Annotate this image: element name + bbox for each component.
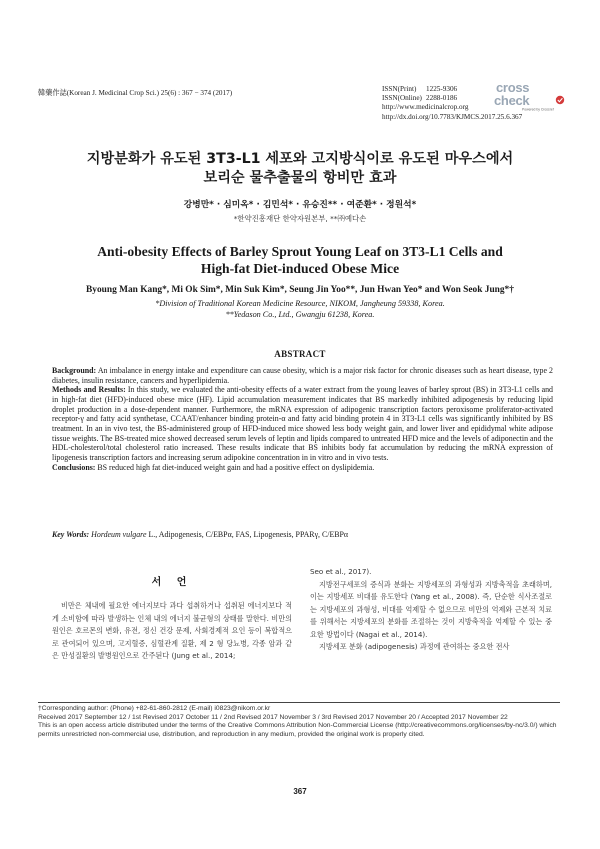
received-dates: Received 2017 September 12 / 1st Revised 2017 October 11 / 2nd Revised 2017 November 3 / 3rd Revised 2017 November 20 / Accepted 2017 November 22 xyxy=(38,713,508,721)
abstract-heading: ABSTRACT xyxy=(274,349,326,359)
affiliation-line2: **Yedason Co., Ltd., Gwangju 61238, Korea. xyxy=(225,309,375,319)
issn-print-value: 1225-9306 xyxy=(426,85,458,93)
abstract-conclusions xyxy=(52,463,553,473)
journal-citation: 韓藥作誌(Korean J. Medicinal Crop Sci.) 25(6) : 367 − 374 (2017) xyxy=(38,89,233,97)
conclusions-label: Conclusions: xyxy=(52,462,96,472)
keywords-list: L., Adipogenesis, C/EBPα, FAS, Lipogenesis, PPARγ, C/EBPα xyxy=(146,530,349,539)
keywords xyxy=(52,530,553,540)
svg-text:check: check xyxy=(494,93,530,108)
page-number: 367 xyxy=(293,787,307,796)
issn-online-value: 2288-0186 xyxy=(426,94,458,103)
korean-title xyxy=(40,150,560,188)
right-column-text xyxy=(310,566,552,654)
footnote-divider xyxy=(38,702,560,703)
license-text: This is an open access article distributed under the terms of the Creative Commons Attribution Non-Commercial License (http://creativecommons.org/licenses/by-nc/3.0/) which permits unrestricted non-commercial use, distribution, and reproduction in any medium, provided the original work is properly cited. xyxy=(38,722,557,738)
abstract-background xyxy=(52,366,553,385)
body-right-column xyxy=(310,566,552,654)
korean-affiliation: *한약진흥재단 한약자원본부, **㈜예다손 xyxy=(233,214,367,223)
keyword-species: Hordeum vulgare xyxy=(91,530,147,539)
doi-link[interactable]: http://dx.doi.org/10.7783/KJMCS.2017.25.6.367 xyxy=(382,112,523,121)
svg-text:cross: cross xyxy=(496,80,530,95)
corresponding-author: †Corresponding author: (Phone) +82-61-860-2812 (E-mail) i0823@nikom.or.kr xyxy=(38,705,271,712)
abstract-body xyxy=(52,366,553,472)
keywords-label: Key Words: xyxy=(52,530,90,539)
right-paragraph-2: 지방세포 분화 (adipogenesis) 과정에 관여하는 중요한 전사 xyxy=(319,642,510,651)
english-title-line1: Anti-obesity Effects of Barley Sprout Young Leaf on 3T3-L1 Cells and xyxy=(97,244,503,259)
left-column-text xyxy=(52,600,292,663)
methods-label: Methods and Results: xyxy=(52,385,126,395)
korean-title-line1: 지방분화가 유도된 3T3-L1 세포와 고지방식이로 유도된 마우스에서 xyxy=(86,151,514,167)
intro-paragraph: 비만은 체내에 필요한 에너지보다 과다 섭취하거나 섭취된 에너지보다 적게 소비함에 따라 발생하는 인체 내의 에너지 불균형의 상태를 말한다. 비만의 원인은 호르몬의 변화, 유전, 정신 건강 문제, 사회경제적 요인 등이 복합적으로 관여되어 있으며, 고지혈증, 심혈관계 질환, 제 2 형 당뇨병, 각종 암과 같은 만성질환의 발병원인으로 간주된다 (Jung et al., 2014; xyxy=(52,601,292,660)
section-title-introduction: 서 언 xyxy=(151,577,193,588)
english-authors: Byoung Man Kang*, Mi Ok Sim*, Min Suk Kim*, Seung Jin Yoo**, Jun Hwan Yeo* and Won Seok Jung*† xyxy=(86,285,514,295)
background-label: Background: xyxy=(52,366,97,375)
body-left-column xyxy=(52,573,292,663)
background-text: An imbalance in energy intake and expenditure can cause obesity, which is a major risk factor for chronic diseases such as heart disease, type 2 diabetes, insulin resistance, cancers and hyperlipidemia. xyxy=(52,366,553,385)
english-title-line2: High-fat Diet-induced Obese Mice xyxy=(200,261,400,276)
affiliation-line1: *Division of Traditional Korean Medicine Resource, NIKOM, Jangheung 59338, Korea. xyxy=(155,299,445,308)
english-affiliation xyxy=(40,299,560,320)
svg-text:Powered by Crossref: Powered by Crossref xyxy=(522,107,554,112)
english-title xyxy=(40,243,560,277)
korean-authors: 강병만* · 심미옥* · 김민석* · 유승진** · 여준환* · 정원석* xyxy=(183,200,417,210)
issn-online-label: ISSN(Online) xyxy=(382,94,422,103)
journal-url[interactable]: http://www.medicinalcrop.org xyxy=(382,103,469,112)
crossmark-logo[interactable] xyxy=(492,80,568,112)
issn-print-label: ISSN(Print) xyxy=(382,85,417,93)
right-paragraph-1: 지방전구세포의 증식과 분화는 지방세포의 과형성과 지방축적을 초래하며, 이는 지방세포 비대를 유도한다 (Yang et al., 2008). 즉, 단순한 식사조절로는 지방세포의 과형성, 비대를 억제할 수 없으므로 비만의 억제와 근본적 치료를 위해서는 지방세포의 분화를 조절하는 것이 지방축적을 억제할 수 있는 중요한 방법이다 (Nagai et al., 2014). xyxy=(310,579,552,639)
korean-title-line2: 보리순 물추출물의 항비만 효과 xyxy=(203,170,397,186)
methods-text: In this study, we evaluated the anti-obesity effects of a water extract from the young leaves of barley sprout (BS) in 3T3-L1 cells and in high-fat diet (HFD)-induced obese mice (HF). Lipid accumulation measurement indicates that BS markedly inhibited adipogenesis by reducing lipid droplet production in a dose-dependent manner. Furthermore, the mRNA expression of adipogenic transcription factors peroxisome proliferator-activated receptor-γ and fatty acid synthetase, CCAAT/enhancer binding protein-α and fatty acid binding protein 4 in 3T3-L1 cells was significantly inhibited by BS treatment. In an in vivo test, the BS-administered group of HFD-induced mice showed less body weight gain, and lower liver and epididymal white adipose tissue weights. The BS-treated mice showed decreased serum levels of leptin and lipids compared to untreated HFD mice and the levels of adiponectin and the HDL-cholesterol/total cholesterol ratio increased. These results indicate that BS inhibits body fat accumulation by reducing the mRNA expression of lipogenesis transcription factors and increasing serum adipokine concentration in in vitro and in vivo tests. xyxy=(52,385,554,462)
abstract-methods xyxy=(52,385,553,462)
conclusions-text: BS reduced high fat diet-induced weight gain and had a positive effect on dyslipidemia. xyxy=(97,462,375,472)
continued-citation: Seo et al., 2017). xyxy=(310,567,372,576)
footnote xyxy=(38,705,563,739)
